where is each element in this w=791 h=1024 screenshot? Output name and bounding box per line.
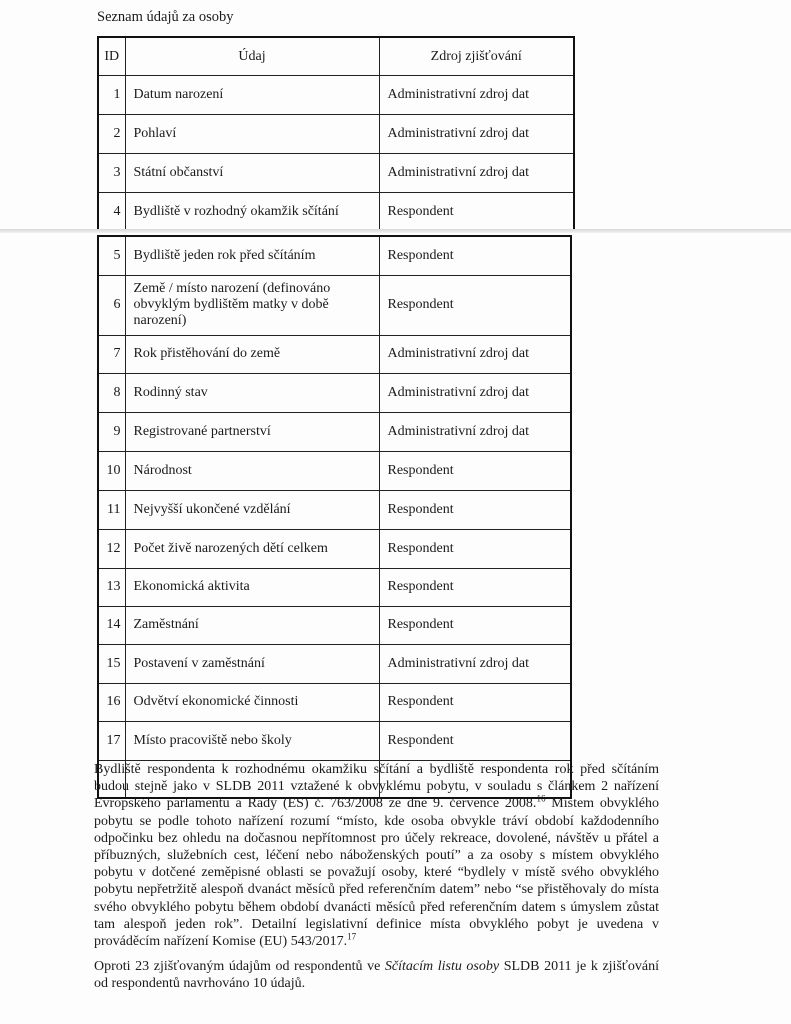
row-item-cell: Země / místo narození (definováno obvyklým bydlištěm matky v době narození)	[125, 275, 379, 335]
table-caption: Seznam údajů za osoby	[97, 9, 234, 25]
row-id-cell: 17	[98, 721, 125, 760]
table-row	[98, 275, 571, 335]
summary-text-end: SLDB 2011 je k zjišťování od respondentů navrhováno 10 údajů.	[94, 959, 659, 992]
row-id-cell: 4	[98, 193, 125, 232]
table-row	[98, 644, 571, 683]
row-id-cell: 2	[98, 115, 125, 154]
row-item-cell: Bydliště jeden rok před sčítáním	[125, 236, 379, 275]
row-id-cell: 7	[98, 335, 125, 373]
data-table-part-1	[97, 36, 575, 233]
header-source: Zdroj zjišťování	[379, 37, 574, 76]
row-item-cell: Počet živě narozených dětí celkem	[125, 529, 379, 568]
row-item-cell: Datum narození	[125, 76, 379, 115]
row-source-cell: Administrativní zdroj dat	[379, 373, 571, 412]
row-source-cell: Respondent	[379, 529, 571, 568]
row-id-cell: 16	[98, 683, 125, 721]
summary-text-start: Oproti 23 zjišťovaným údajům od respondentů ve	[94, 959, 385, 975]
summary-italic-title: Sčítacím listu osoby	[384, 959, 500, 975]
row-source-cell: Respondent	[379, 606, 571, 644]
row-source-cell: Respondent	[379, 451, 571, 490]
row-item-cell: Národnost	[125, 451, 379, 490]
row-item-cell: Bydliště v rozhodný okamžik sčítání	[125, 193, 379, 232]
row-source-cell: Administrativní zdroj dat	[379, 644, 571, 683]
row-source-cell: Respondent	[379, 193, 574, 232]
table-row	[98, 154, 574, 193]
row-source-cell: Respondent	[379, 236, 571, 275]
row-id-cell: 5	[98, 236, 125, 275]
table-row	[98, 529, 571, 568]
row-source-cell: Respondent	[379, 721, 571, 760]
row-id-cell: 11	[98, 490, 125, 529]
table-row	[98, 606, 571, 644]
row-id-cell: 12	[98, 529, 125, 568]
row-id-cell: 10	[98, 451, 125, 490]
page-seam	[0, 229, 791, 233]
row-item-cell: Nejvyšší ukončené vzdělání	[125, 490, 379, 529]
row-item-cell: Odvětví ekonomické činnosti	[125, 683, 379, 721]
row-id-cell: 9	[98, 412, 125, 451]
row-id-cell: 14	[98, 606, 125, 644]
row-item-cell: Ekonomická aktivita	[125, 568, 379, 606]
row-id-cell: 1	[98, 76, 125, 115]
row-item-cell: Státní občanství	[125, 154, 379, 193]
paragraph-residence-text-2: Místem obvyklého pobytu se podle tohoto nařízení rozumí “místo, kde osoba obvykle tráví období každodenního odpočinku bez ohledu na dočasnou nepřítomnost pro účely rekreace, dovolené, návštěv u přátel a příbuzných, služebních cest, léčení nebo náboženských poutí” a za osoby s místem obvyklého pobytu v dotčené zeměpisné oblasti se považují osoby, které “bydlely v místě svého obvyklého pobytu nepřetržitě alespoň dvanáct měsíců před referenčním datem” nebo “se přistěhovaly do místa svého obvyklého pobytu během období dvanácti měsíců před referenčním datem s úmyslem zůstat tam alespoň jeden rok”. Detailní legislativní definice místa obvyklého pobyt je uvedena v prováděcím nařízení Komise (EU) 543/2017.	[94, 796, 659, 950]
row-source-cell: Administrativní zdroj dat	[379, 335, 571, 373]
data-table-part-2	[97, 235, 572, 799]
row-item-cell: Registrované partnerství	[125, 412, 379, 451]
row-source-cell: Administrativní zdroj dat	[379, 76, 574, 115]
table-header-row	[98, 37, 574, 76]
table-row	[98, 568, 571, 606]
table-row	[98, 76, 574, 115]
row-source-cell: Respondent	[379, 683, 571, 721]
row-source-cell: Administrativní zdroj dat	[379, 154, 574, 193]
body-text	[94, 761, 659, 993]
footnote-ref-17: 17	[347, 931, 357, 942]
row-item-cell: Postavení v zaměstnání	[125, 644, 379, 683]
row-item-cell: Rok přistěhování do země	[125, 335, 379, 373]
row-source-cell: Respondent	[379, 490, 571, 529]
row-item-cell: Zaměstnání	[125, 606, 379, 644]
footnote-ref-16: 16	[536, 793, 546, 804]
row-source-cell: Respondent	[379, 568, 571, 606]
row-source-cell: Administrativní zdroj dat	[379, 115, 574, 154]
paragraph-residence-text: Bydliště respondenta k rozhodnému okamžiku sčítání a bydliště respondenta rok před sčítáním budou stejně jako v SLDB 2011 vztažené k obvyklému pobytu, v souladu s článkem 2 nařízení Evropského parlamentu a Rady (ES) č. 763/2008 ze dne 9. července 2008.	[94, 762, 659, 812]
row-item-cell: Rodinný stav	[125, 373, 379, 412]
table-row	[98, 451, 571, 490]
row-item-cell: Pohlaví	[125, 115, 379, 154]
paragraph-residence	[94, 761, 659, 950]
table-row	[98, 721, 571, 760]
table-row	[98, 193, 574, 232]
paragraph-summary	[94, 958, 659, 992]
header-item: Údaj	[125, 37, 379, 76]
row-id-cell: 3	[98, 154, 125, 193]
header-id: ID	[98, 37, 125, 76]
table-row	[98, 412, 571, 451]
table-row	[98, 115, 574, 154]
row-id-cell: 15	[98, 644, 125, 683]
row-item-cell: Místo pracoviště nebo školy	[125, 721, 379, 760]
row-id-cell: 6	[98, 275, 125, 335]
row-source-cell: Administrativní zdroj dat	[379, 412, 571, 451]
table-row	[98, 236, 571, 275]
row-source-cell: Respondent	[379, 275, 571, 335]
table-row	[98, 490, 571, 529]
table-row	[98, 683, 571, 721]
row-id-cell: 8	[98, 373, 125, 412]
table-row	[98, 373, 571, 412]
row-id-cell: 13	[98, 568, 125, 606]
table-row	[98, 335, 571, 373]
